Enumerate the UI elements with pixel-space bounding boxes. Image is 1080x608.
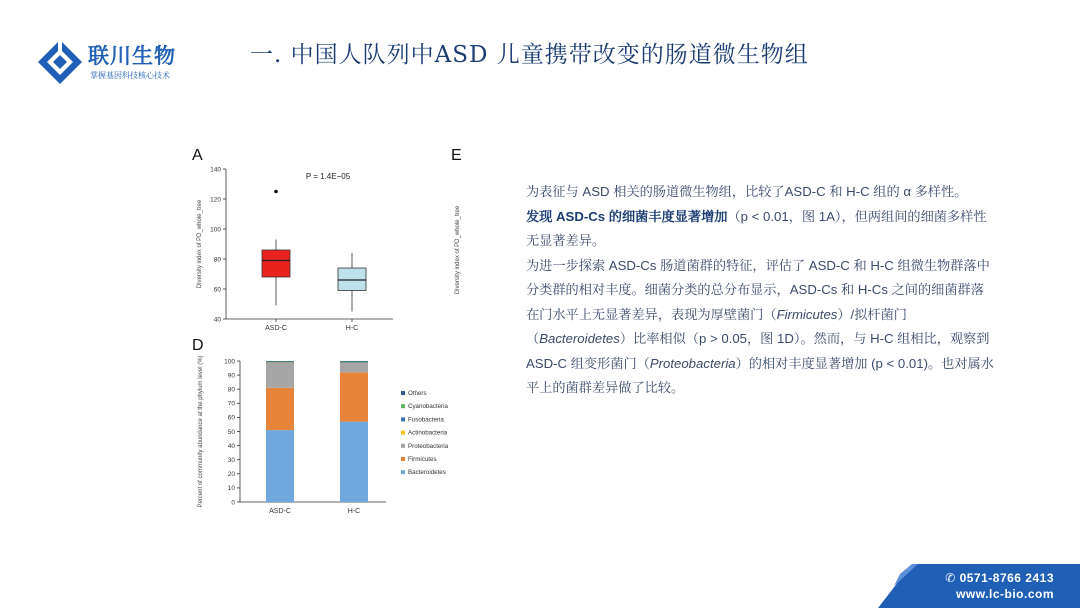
- logo-mark-icon: [36, 38, 84, 86]
- legend-entry: Proteobacteria: [408, 442, 449, 450]
- description-text: [526, 180, 996, 401]
- p2-italic-firmicutes: Firmicutes: [776, 306, 838, 322]
- panel-d-y-tick-label: 90: [227, 372, 235, 380]
- panel-a-pvalue: P = 1.4E−05: [305, 172, 351, 181]
- panel-d-y-tick-label: 30: [227, 457, 235, 464]
- panel-a-y-tick-label: 100: [210, 226, 221, 234]
- footer-phone: ✆ 0571-8766 2413: [945, 571, 1054, 585]
- box-h-c: [338, 268, 366, 291]
- p2-italic-proteobacteria: Proteobacteria: [649, 355, 736, 371]
- legend-swatch: [401, 391, 405, 395]
- panel-a-y-tick-label: 140: [210, 166, 221, 174]
- panel-d-y-tick-label: 70: [227, 400, 235, 408]
- panel-d-y-tick-label: 80: [227, 386, 235, 394]
- legend-entry: Others: [408, 390, 427, 397]
- p2-italic-bacteroidetes: Bacteroidetes: [539, 331, 620, 346]
- panel-a-y-tick-label: 40: [213, 316, 221, 324]
- box-outlier-point: [274, 190, 278, 194]
- panel-d-y-tick-label: 0: [231, 499, 235, 507]
- panel-d-y-tick-label: 20: [227, 471, 235, 479]
- logo-name: 联川生物: [88, 45, 176, 68]
- page-title: 一. 中国人队列中ASD 儿童携带改变的肠道微生物组: [250, 42, 809, 68]
- legend-entry: Fusobacteria: [408, 416, 444, 424]
- paragraph-community: [526, 254, 996, 401]
- legend-swatch: [401, 470, 405, 474]
- panel-a-y-tick-label: 60: [213, 286, 221, 294]
- panel-a-x-label: ASD-C: [265, 325, 287, 332]
- p2-part4: ）的相对丰度显著增加 (p < 0.01)。也对属水平上的菌群差异做了比较。: [526, 355, 994, 395]
- figure-svg: [178, 138, 463, 524]
- legend-entry: Cyanobacteria: [408, 403, 448, 411]
- panel-a-ylabel: Diversity index of PD_whole_tree: [197, 199, 203, 289]
- legend-swatch: [401, 417, 405, 421]
- p2-part1: 为进一步探索 ASD-Cs 肠道菌群的特征，评估了 ASD-C 和 H-C 组微生物群落中分类群的相对丰度。细菌分类的总分布显示，ASD-Cs 和 H-Cs 之间的细菌群落在门水平上无显著差异，表现为厚壁菌门（: [526, 257, 990, 322]
- panel-d-y-tick-label: 40: [227, 442, 235, 450]
- stacked-bar-segment: [266, 430, 294, 502]
- logo-tagline: 掌握基因科技核心技术: [90, 71, 170, 80]
- figure-panel: [178, 138, 463, 524]
- p1-line2: （p < 0.01，图 1A），但两组间的细菌多样性无显著差异。: [526, 208, 987, 248]
- footer-contact-band: [878, 564, 1080, 608]
- stacked-bar-segment: [340, 362, 368, 372]
- panel-d-ylabel: Percent of community abundance at the phylum level (%): [198, 355, 204, 508]
- panel-b-letter: E: [451, 147, 462, 164]
- panel-d-y-tick-label: 60: [227, 414, 235, 422]
- panel-d-y-tick-label: 50: [227, 428, 235, 436]
- legend-entry: Firmicutes: [408, 456, 437, 463]
- panel-b-ylabel: Diversity index of PD_whole_tree: [455, 205, 461, 295]
- p1-line1: 为表征与 ASD 相关的肠道微生物组，比较了ASD-C 和 H-C 组的 α 多样性。: [526, 184, 968, 199]
- paragraph-alpha-diversity: [526, 180, 996, 254]
- stacked-bar-segment: [340, 372, 368, 421]
- box-asd-c: [262, 250, 290, 277]
- legend-swatch: [401, 444, 405, 448]
- footer-website[interactable]: www.lc-bio.com: [956, 587, 1054, 601]
- panel-d-letter: D: [192, 337, 204, 354]
- panel-d-x-label: ASD-C: [269, 508, 291, 515]
- panel-a-y-tick-label: 120: [210, 196, 221, 204]
- stacked-bar-segment: [266, 388, 294, 430]
- p2-part3: ）比率相似（p > 0.05，图 1D）。然而，与 H-C 组相比，观察到 ASD-C 组变形菌门（: [526, 331, 990, 371]
- legend-swatch: [401, 404, 405, 408]
- stacked-bar-segment: [340, 361, 368, 362]
- legend-swatch: [401, 457, 405, 461]
- p1-bold: 发现 ASD-Cs 的细菌丰度显著增加: [526, 208, 728, 224]
- legend-entry: Actinobacteria: [408, 429, 448, 437]
- legend-entry: Bacteroidetes: [408, 469, 446, 477]
- panel-d-x-label: H-C: [347, 508, 361, 515]
- panel-a-letter: A: [192, 147, 203, 164]
- stacked-bar-segment: [266, 362, 294, 387]
- panel-d-y-tick-label: 100: [224, 358, 235, 366]
- company-logo: [36, 38, 186, 88]
- legend-swatch: [401, 431, 405, 435]
- panel-d-y-tick-label: 10: [227, 485, 235, 493]
- panel-a-y-tick-label: 80: [213, 256, 221, 264]
- p2-part2: ）/拟杆菌门（: [526, 306, 907, 346]
- panel-a-x-label: H-C: [345, 325, 359, 332]
- stacked-bar-segment: [340, 422, 368, 502]
- stacked-bar-segment: [266, 361, 294, 362]
